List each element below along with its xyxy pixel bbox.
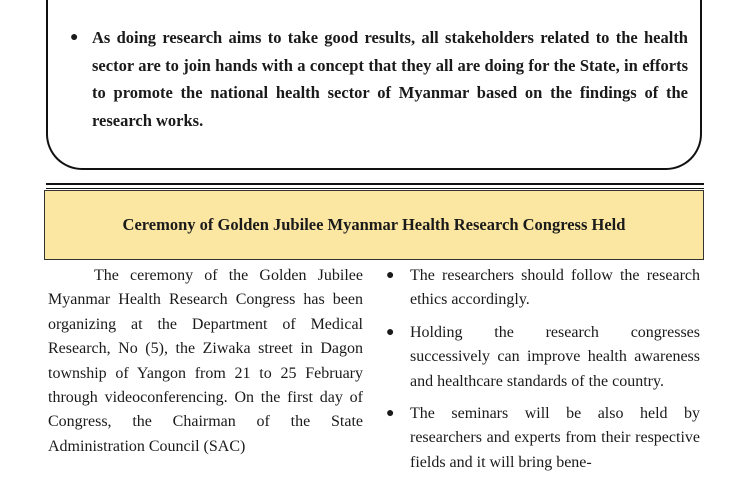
section-divider-thin [46,188,704,189]
bullet-dot-icon: ● [70,30,79,45]
article-paragraph: The ceremony of the Golden Jubilee Myanmar Health Research Congress has been organizing at the Department of Medical Research, No (5), the Ziwaka street in Dagon township of Yangon from 21 to 25 February through videoconferencing. On the first day of Congress, the Chairman of the State Administration Council (SAC) [48,267,363,455]
section-divider-thick [46,183,704,185]
list-item-text: The researchers should follow the research ethics accordingly. [410,267,700,309]
article-title-banner [44,190,704,260]
callout-bullet [70,24,688,134]
article-title: Ceremony of Golden Jubilee Myanmar Health Research Congress Held [122,215,626,234]
callout-bullet-partial [92,0,688,1]
list-item [386,264,700,313]
list-item-text: Holding the research congresses successively can improve health awareness and healthcare standards of the country. [410,323,700,390]
article-right-column [386,264,700,483]
article-left-column [48,264,363,459]
bullet-dot-icon: ● [386,324,395,340]
bullet-dot-icon: ● [386,268,395,283]
list-item [386,402,700,475]
callout-bullet-text: As doing research aims to take good results, all stakeholders related to the health sector are to join hands with a concept that they all are doing for the State, in efforts to promote the national health sector of Myanmar based on the findings of the research works. [92,28,688,130]
summary-callout-box [46,0,702,170]
list-item [386,321,700,394]
bullet-dot-icon: ● [386,406,395,422]
list-item-text: The seminars will be also held by researchers and experts from their respective fields and it will bring bene- [410,405,700,471]
callout-bullet-text [92,0,688,1]
